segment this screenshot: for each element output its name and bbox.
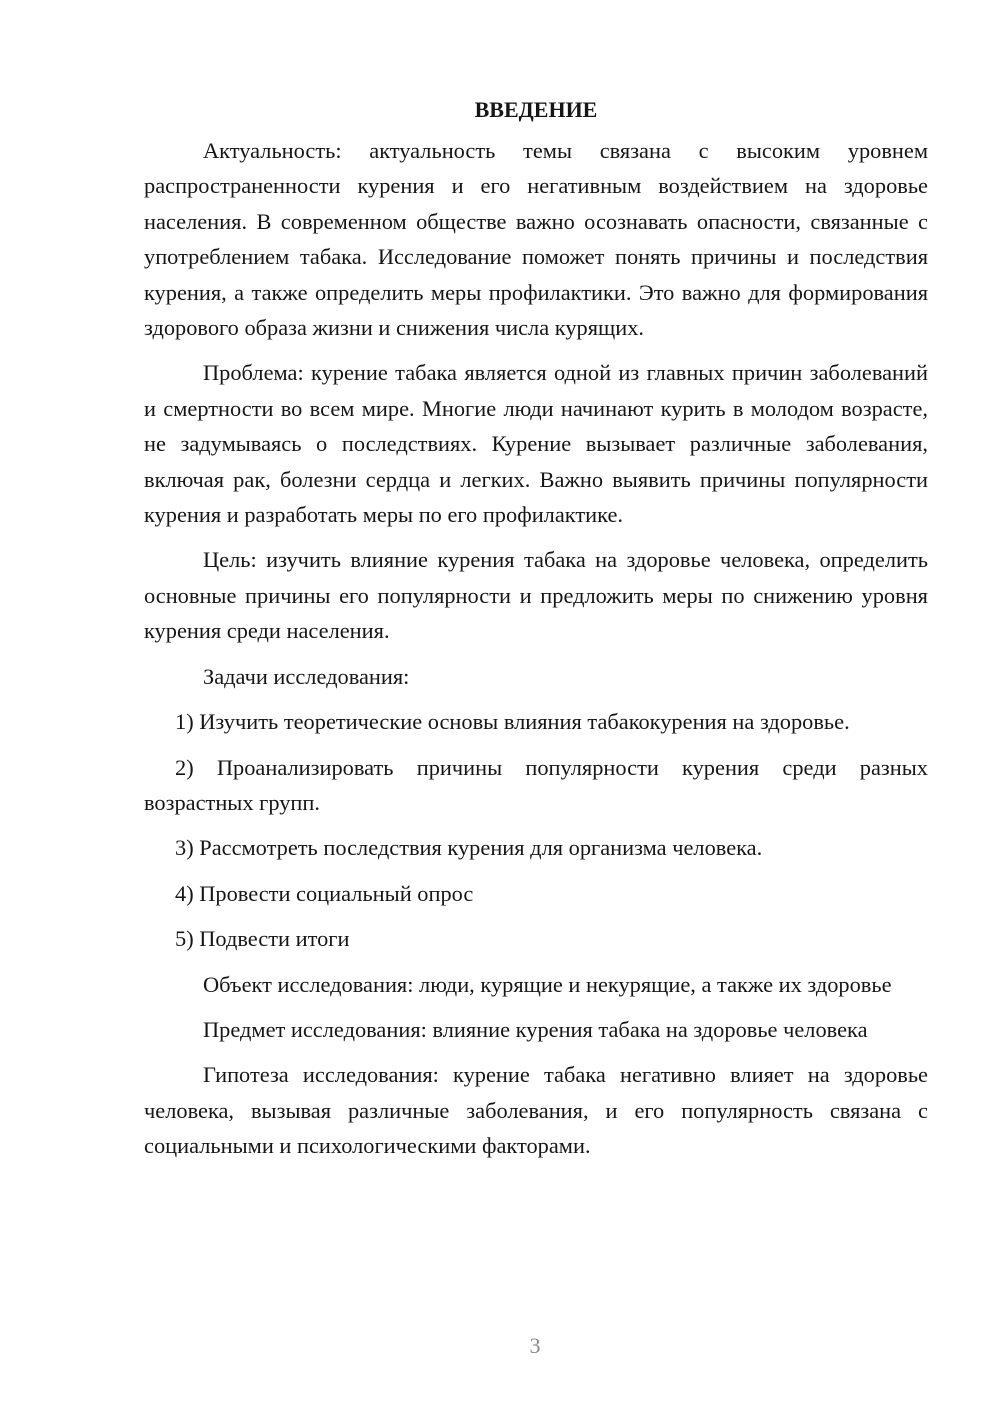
task-item: 1) Изучить теоретические основы влияния табакокурения на здоровье. [175,709,850,735]
tasks-heading: Задачи исследования: [203,663,410,689]
task-item: 4) Провести социальный опрос [175,880,474,906]
task-item: 2) Проанализировать причины популярности курения среди разных возрастных групп. [144,754,928,815]
page-title: ВВЕДЕНИЕ [474,97,598,122]
task-item: 5) Подвести итоги [175,926,350,952]
object-paragraph: Объект исследования: люди, курящие и некурящие, а также их здоровье [203,971,892,997]
task-item: 3) Рассмотреть последствия курения для организма человека. [175,835,763,861]
hypothesis-paragraph: Гипотеза исследования: курение табака негативно влияет на здоровье человека, вызывая различные заболевания, и его популярность связана с социальными и психологическими факторами. [144,1062,928,1159]
document-page [144,92,928,1174]
relevance-paragraph: Актуальность: актуальность темы связана с высоким уровнем распространенности курения и его негативным воздействием на здоровье населения. В современном обществе важно осознавать опасности, связанные с употреблением табака. Исследование поможет понять причины и последствия курения, а также определить меры профилактики. Это важно для формирования здорового образа жизни и снижения числа курящих. [144,138,928,341]
goal-paragraph: Цель: изучить влияние курения табака на здоровье человека, определить основные причины его популярности и предложить меры по снижению уровня курения среди населения. [144,547,928,644]
subject-paragraph: Предмет исследования: влияние курения табака на здоровье человека [203,1016,868,1042]
problem-paragraph: Проблема: курение табака является одной из главных причин заболеваний и смертности во всем мире. Многие люди начинают курить в молодом возрасте, не задумываясь о последствиях. Курение вызывает различные заболевания, включая рак, болезни сердца и легких. Важно выявить причины популярности курения и разработать меры по его профилактике. [144,360,928,528]
page-number: 3 [529,1333,541,1358]
